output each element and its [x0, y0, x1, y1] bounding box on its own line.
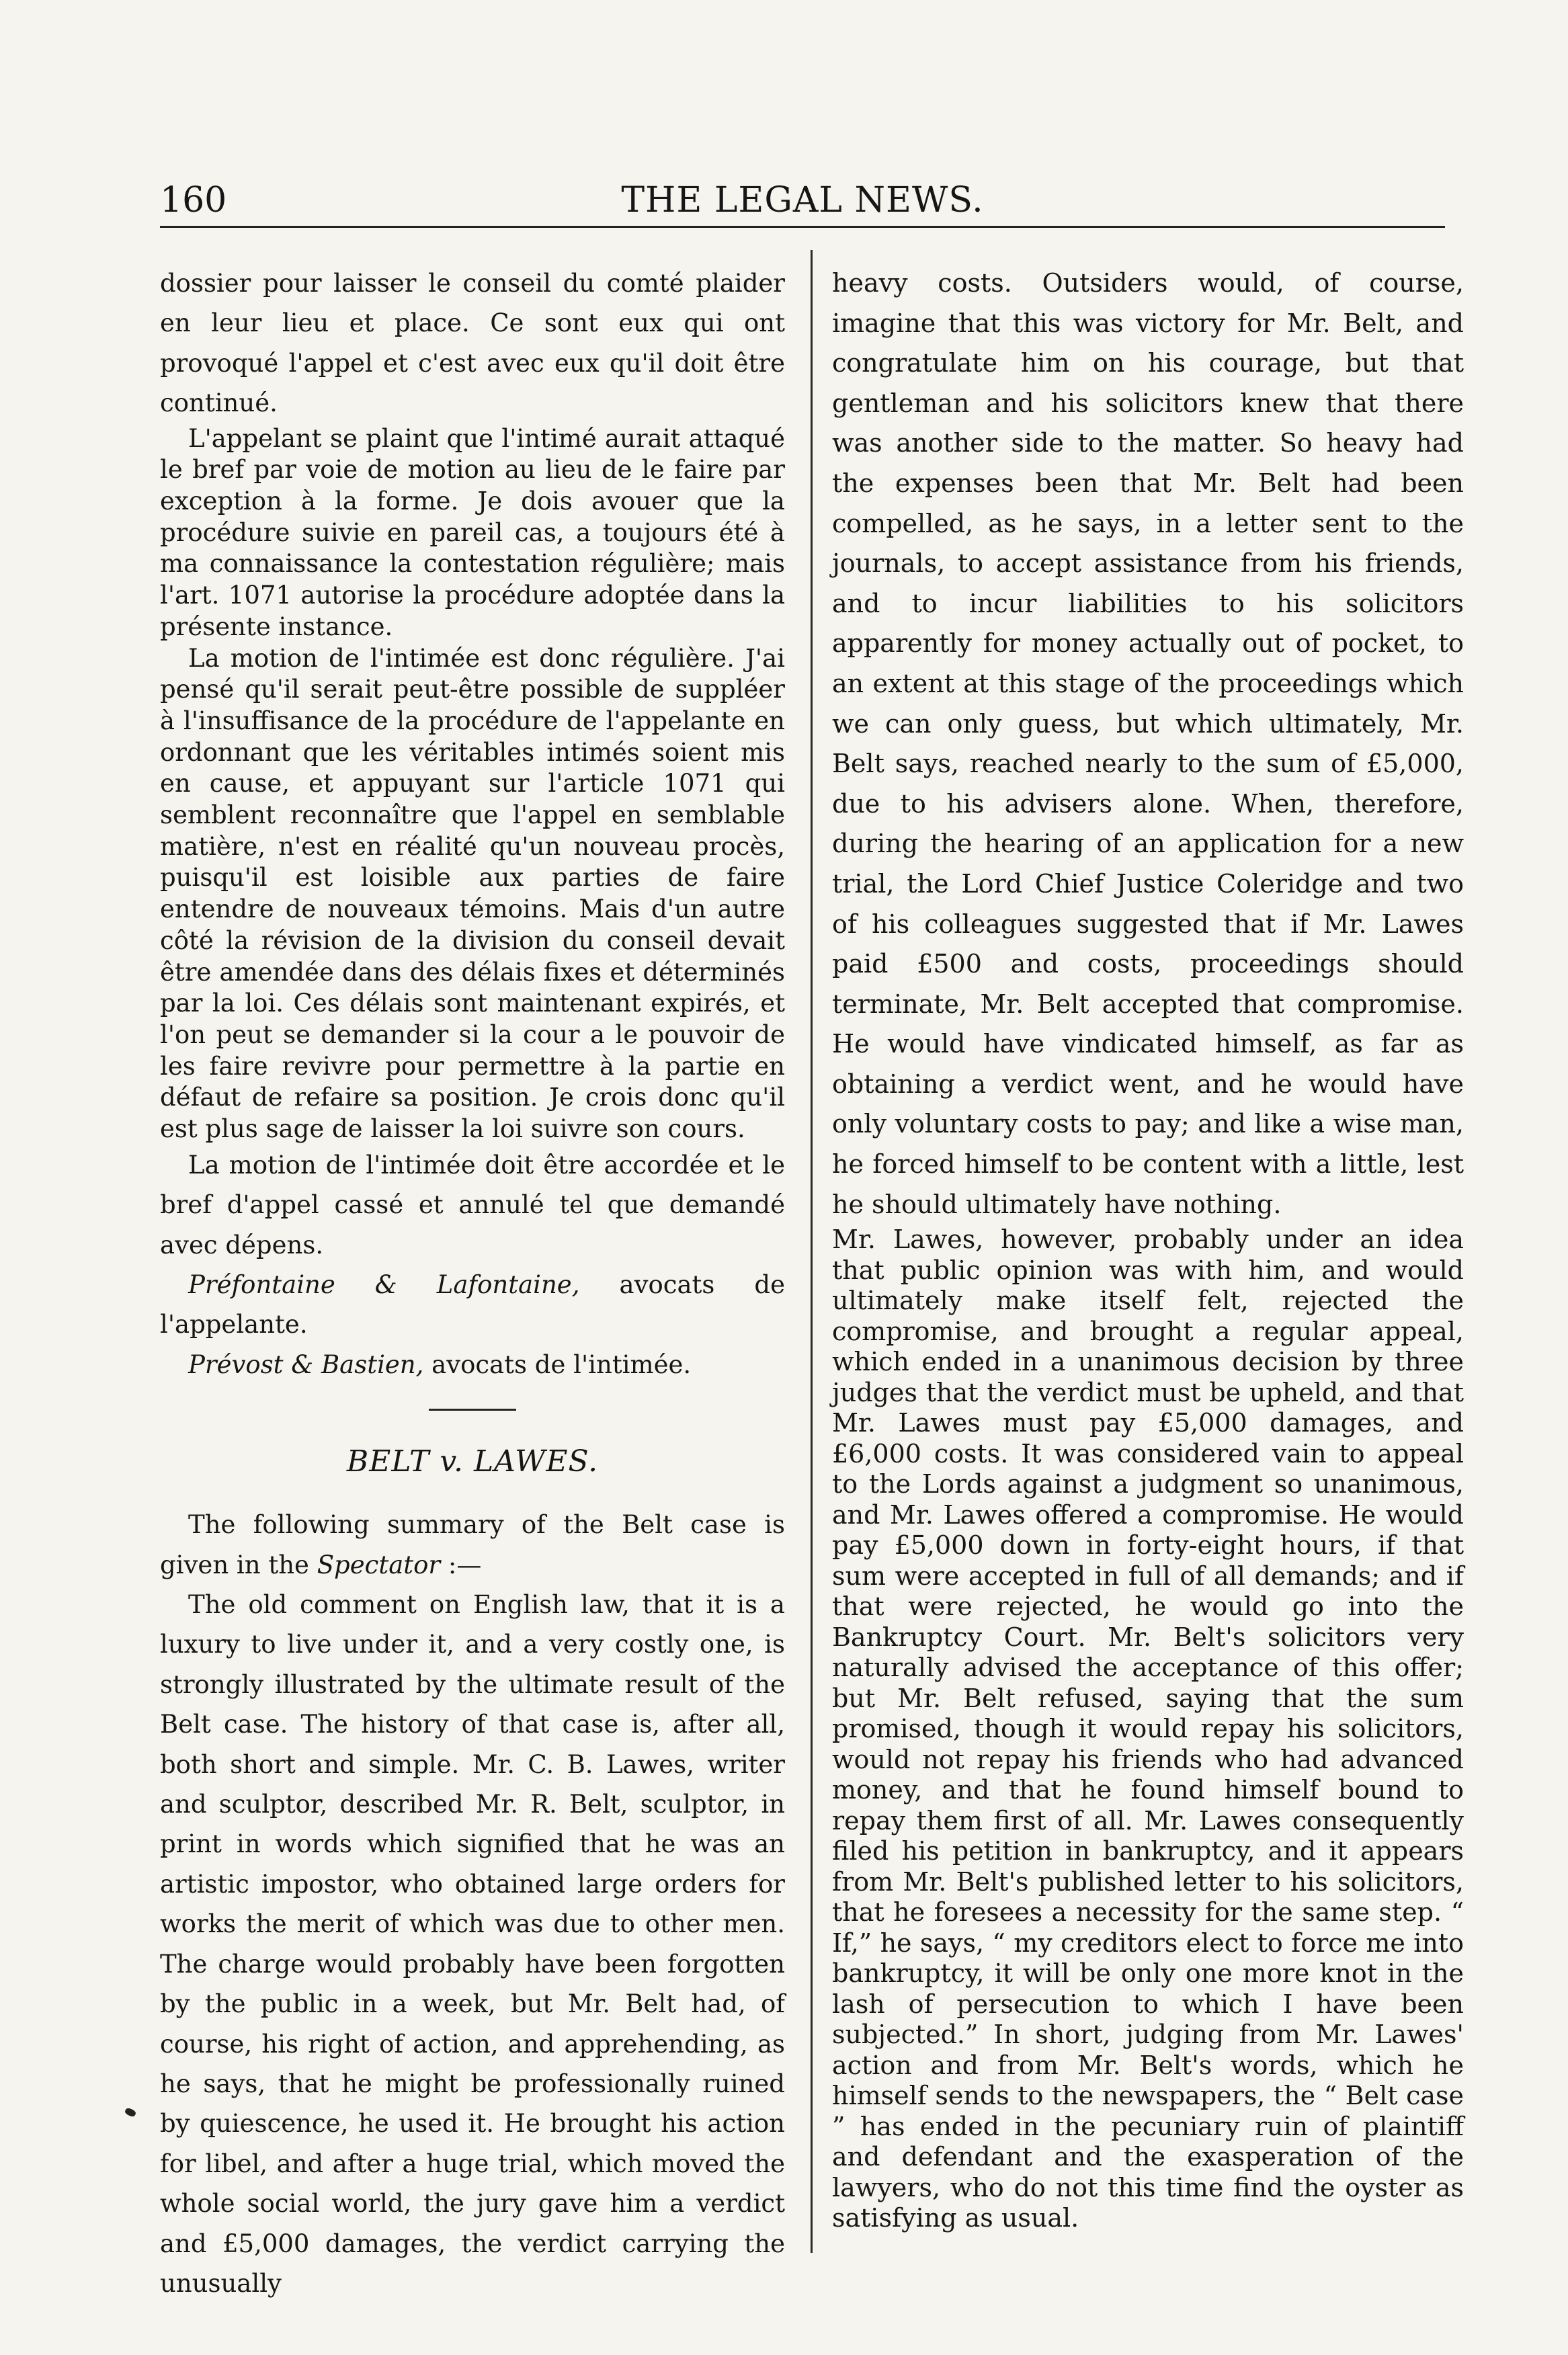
article-title: BELT v. LAWES. — [346, 1444, 599, 1479]
source-publication: Spectator — [317, 1550, 441, 1579]
margin-ink-mark — [124, 2107, 137, 2118]
signature-respondent-names: Prévost & Bastien, — [188, 1350, 424, 1379]
signature-respondent — [160, 1345, 785, 1385]
left-column — [160, 263, 785, 2303]
journal-title: THE LEGAL NEWS. — [621, 180, 984, 220]
right-paragraph-1-continued: Mr. Lawes, however, probably under an idea that public opinion was with him, and would ultimately make itself felt, rejected the compromise, and brought a regular appeal, which ended in a unanimous decision by three judges that the verdict must be upheld, and that Mr. Lawes must pay £5,000 damages, and £6,000 costs. It was considered vain to appeal to the Lords against a judgment so unanimous, and Mr. Lawes offered a compromise. He would pay £5,000 down in forty-eight hours, if that sum were accepted in full of all demands; and if that were rejected, he would go into the Bankruptcy Court. Mr. Belt's solicitors very naturally advised the acceptance of this offer; but Mr. Belt refused, saying that the sum promised, though it would repay his solicitors, would not repay his friends who had advanced money, and that he found himself bound to repay them first of all. Mr. Lawes consequently filed his petition in bankruptcy, and it appears from Mr. Belt's published letter to his solicitors, that he foresees a necessity for the same step. “ If,” he says, “ my creditors elect to force me into bankruptcy, it will be only one more knot in the lash of persecution to which I have been subjected.” In short, judging from Mr. Lawes' action and from Mr. Belt's words, which he himself sends to the newspapers, the “ Belt case ” has ended in the pecuniary ruin of plaintiff and defendant and the exasperation of the lawyers, who do not this time find the oyster as satisfying as usual. — [832, 1225, 1464, 2233]
signature-appellant-role: avocats de l'appelante. — [160, 1270, 786, 1339]
signature-appellant — [160, 1265, 785, 1345]
left-paragraph-2: L'appelant se plaint que l'intimé aurait attaqué le bref par voie de motion au lieu de le faire par exception à la forme. Je dois avouer que la procédure suivie en pareil cas, a toujours été à ma connaissance la contestation régulière; mais l'art. 1071 autorise la procédure adoptée dans la présente instance. — [160, 423, 785, 641]
left-paragraph-1: dossier pour laisser le conseil du comté plaider en leur lieu et place. Ce sont eux qui ont provoqué l'appel et c'est avec eux qu'il doit être continué. — [160, 269, 785, 418]
left-paragraph-4: La motion de l'intimée doit être accordée et le bref d'appel cassé et annulé tel que demandé avec dépens. — [160, 1150, 785, 1259]
signature-appellant-names: Préfontaine & Lafontaine, — [188, 1270, 580, 1300]
column-divider — [811, 250, 813, 2253]
left-paragraph-6: The old comment on English law, that it is a luxury to live under it, and a very costly one, is strongly illustrated by the ultimate result of the Belt case. The history of that case is, after all, both short and simple. Mr. C. B. Lawes, writer and sculptor, described Mr. R. Belt, sculptor, in print in words which signified that he was an artistic impostor, who obtained large orders for works the merit of which was due to other men. The charge would probably have been forgotten by the public in a week, but Mr. Belt had, of course, his right of action, and apprehending, as he says, that he might be professionally ruined by quiescence, he used it. He brought his action for libel, and after a huge trial, which moved the whole social world, the jury gave him a verdict and £5,000 damages, the verdict carrying the unusually — [160, 1590, 785, 2298]
header-rule — [160, 226, 1445, 228]
page-header — [160, 180, 1445, 227]
right-paragraph-1: heavy costs. Outsiders would, of course, imagine that this was victory for Mr. Belt, and congratulate him on his courage, but that gentleman and his solicitors knew that there was another side to the matter. So heavy had the expenses been that Mr. Belt had been compelled, as he says, in a letter sent to the journals, to accept assistance from his friends, and to incur liabilities to his solicitors apparently for money actually out of pocket, to an extent at this stage of the proceedings which we can only guess, but which ultimately, Mr. Belt says, reached nearly to the sum of £5,000, due to his advisers alone. When, therefore, during the hearing of an application for a new trial, the Lord Chief Justice Coleridge and two of his colleagues suggested that if Mr. Lawes paid £500 and costs, proceedings should terminate, Mr. Belt accepted that compromise. He would have vindicated himself, as far as obtaining a verdict went, and he would have only voluntary costs to pay; and like a wise man, he forced himself to be content with a little, lest he should ultimately have nothing. — [832, 268, 1464, 1219]
page-number: 160 — [160, 180, 227, 220]
intro-text: The following summary of the Belt case is given in the — [160, 1510, 785, 1579]
signature-respondent-role: avocats de l'intimée. — [423, 1350, 692, 1379]
left-paragraph-3: La motion de l'intimée est donc régulière. J'ai pensé qu'il serait peut-être possible de suppléer à l'insuffisance de la procédure de l'appelante en ordonnant que les véritables intimés soient mis en cause, et appuyant sur l'article 1071 qui semblent reconnaître que l'appel en semblable matière, n'est en réalité qu'un nouveau procès, puisqu'il est loisible aux parties de faire entendre de nouveaux témoins. Mais d'un autre côté la révision de la division du conseil devait être amendée dans des délais fixes et déterminés par la loi. Ces délais sont maintenant expirés, et l'on peut se demander si la cour a le pouvoir de les faire revivre pour permettre à la partie en défaut de refaire sa position. Je crois donc qu'il est plus sage de laisser la loi suivre son cours. — [160, 643, 785, 1144]
article-separator-rule — [429, 1409, 516, 1411]
intro-text-end: :— — [440, 1550, 482, 1579]
left-paragraph-5 — [160, 1505, 785, 1585]
right-column — [832, 263, 1464, 2234]
